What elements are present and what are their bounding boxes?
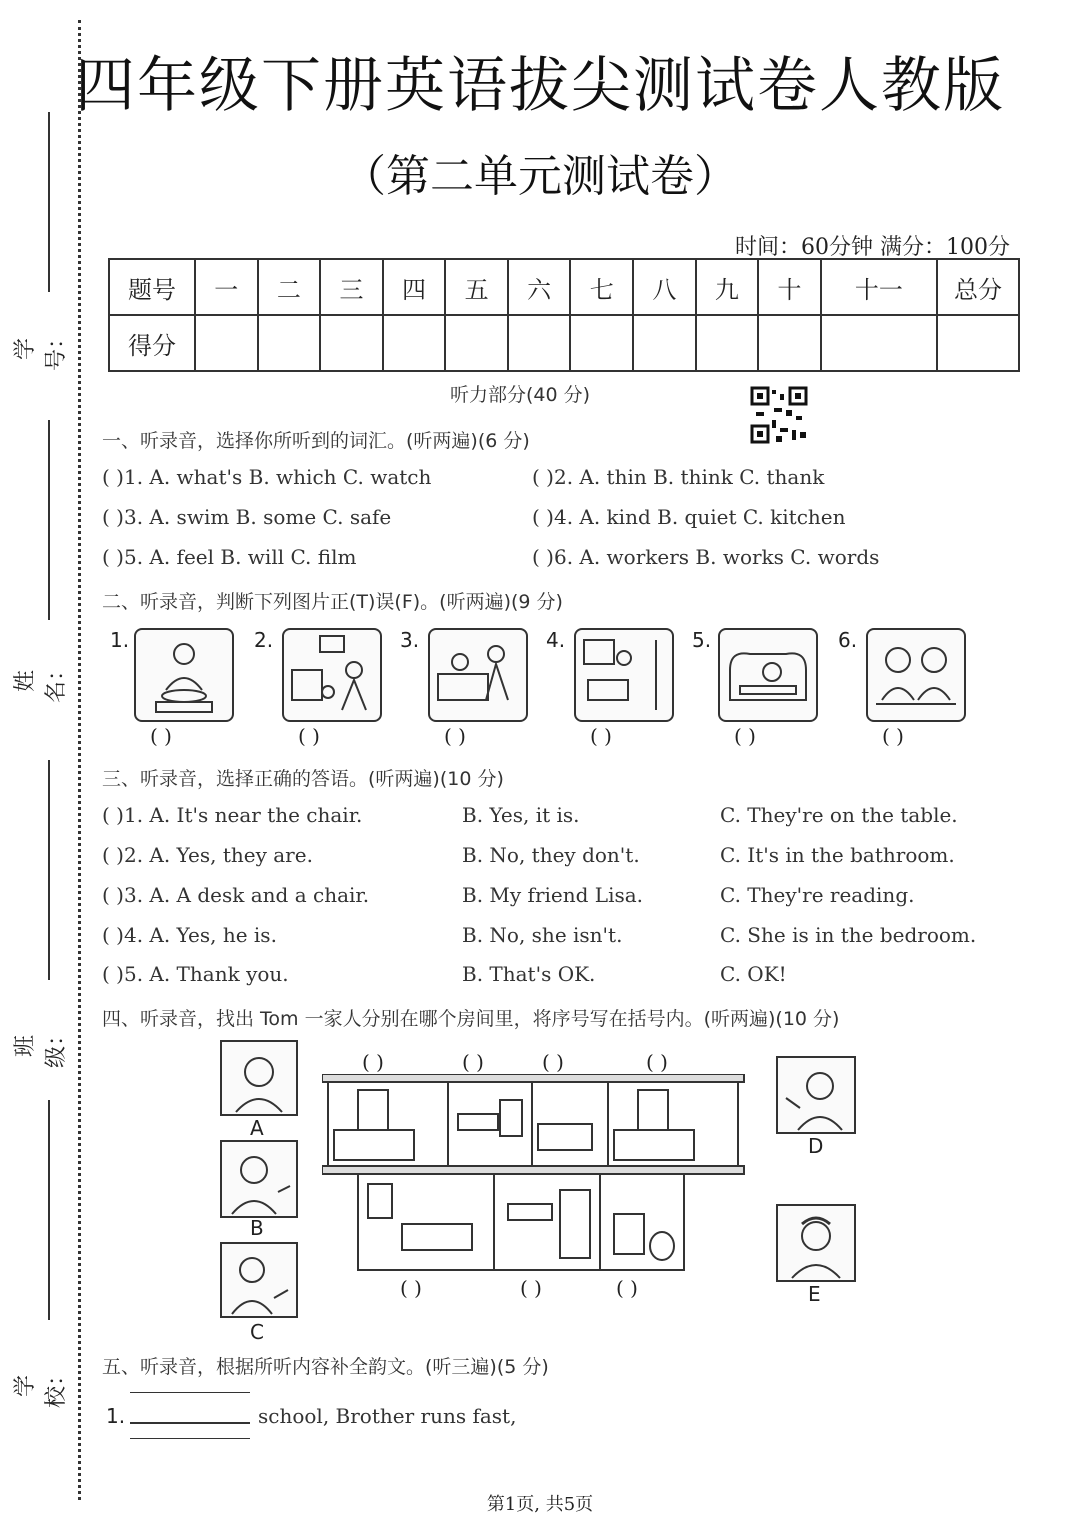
question-number: 1.	[106, 1404, 126, 1428]
section-4-title: 四、听录音，找出 Tom 一家人分别在哪个房间里，将序号写在括号内。(听两遍)(10 分)	[102, 1008, 840, 1030]
portrait-label: A	[250, 1116, 264, 1140]
picture-cooking	[134, 628, 234, 722]
answer-bracket[interactable]: ( )	[520, 1276, 542, 1300]
writing-line	[130, 1438, 250, 1439]
score-input-cell[interactable]	[821, 315, 937, 371]
answer-bracket[interactable]: ( )	[646, 1050, 668, 1074]
question-item: ( )5. A. feel B. will C. film	[102, 545, 357, 569]
option-b: B. No, they don't.	[462, 843, 640, 867]
name-label: 姓名：	[13, 659, 69, 704]
section-1-title: 一、听录音，选择你所听到的词汇。(听两遍)(6 分)	[102, 430, 530, 452]
portrait-boy-a	[220, 1040, 298, 1116]
table-cell: 九	[696, 259, 759, 315]
score-input-cell[interactable]	[696, 315, 759, 371]
score-input-cell[interactable]	[758, 315, 821, 371]
picture-number: 1.	[110, 628, 130, 652]
score-header-row	[109, 259, 1019, 315]
section-3-title: 三、听录音，选择正确的答语。(听两遍)(10 分)	[102, 768, 504, 790]
table-cell: 四	[383, 259, 446, 315]
question-item: ( )3. A. A desk and a chair.	[102, 883, 370, 907]
score-input-cell[interactable]	[508, 315, 571, 371]
page-subtitle: （第二单元测试卷）	[342, 151, 738, 202]
score-input-cell[interactable]	[195, 315, 258, 371]
table-cell: 十	[758, 259, 821, 315]
answer-bracket[interactable]: ( )	[298, 724, 320, 748]
option-b: B. That's OK.	[462, 962, 596, 986]
school-line	[48, 1100, 50, 1320]
answer-bracket[interactable]: ( )	[150, 724, 172, 748]
answer-bracket[interactable]: ( )	[542, 1050, 564, 1074]
question-item: ( )4. A. Yes, he is.	[102, 923, 277, 947]
page-title: 四年级下册英语拔尖测试卷人教版	[75, 51, 1005, 121]
score-input-cell[interactable]	[320, 315, 383, 371]
picture-number: 4.	[546, 628, 566, 652]
time-score-info: 时间：60分钟 满分：100分	[735, 235, 1010, 260]
picture-number: 3.	[400, 628, 420, 652]
table-cell: 得分	[109, 315, 195, 371]
score-input-cell[interactable]	[445, 315, 508, 371]
picture-bedroom-reading	[428, 628, 528, 722]
answer-bracket[interactable]: ( )	[362, 1050, 384, 1074]
answer-bracket[interactable]: ( )	[616, 1276, 638, 1300]
option-c: C. They're reading.	[720, 883, 915, 907]
option-c: C. It's in the bathroom.	[720, 843, 955, 867]
option-c: C. She is in the bedroom.	[720, 923, 977, 947]
class-label: 班级：	[13, 1024, 69, 1069]
section-5-title: 五、听录音，根据所听内容补全韵文。(听三遍)(5 分)	[102, 1356, 549, 1378]
option-c: C. OK!	[720, 962, 787, 986]
question-item: ( )2. A. Yes, they are.	[102, 843, 313, 867]
table-cell: 三	[320, 259, 383, 315]
question-item: ( )1. A. what's B. which C. watch	[102, 465, 432, 489]
option-b: B. No, she isn't.	[462, 923, 623, 947]
portrait-woman-b	[220, 1140, 298, 1218]
qr-code-icon	[750, 386, 808, 444]
answer-bracket[interactable]: ( )	[400, 1276, 422, 1300]
question-item: ( )3. A. swim B. some C. safe	[102, 505, 392, 529]
portrait-label: D	[808, 1134, 824, 1158]
table-cell: 总分	[937, 259, 1019, 315]
student-id-label: 学号：	[13, 327, 69, 372]
picture-number: 5.	[692, 628, 712, 652]
table-cell: 八	[633, 259, 696, 315]
rhyme-text: school, Brother runs fast,	[258, 1404, 517, 1428]
question-item: ( )5. A. Thank you.	[102, 962, 289, 986]
page-footer: 第1页, 共5页	[486, 1494, 594, 1515]
portrait-boy-c	[220, 1242, 298, 1318]
answer-bracket[interactable]: ( )	[590, 724, 612, 748]
table-cell: 一	[195, 259, 258, 315]
class-line	[48, 760, 50, 980]
score-table	[108, 258, 1020, 372]
answer-bracket[interactable]: ( )	[734, 724, 756, 748]
picture-two-boys-writing	[866, 628, 966, 722]
answer-blank[interactable]	[130, 1422, 250, 1424]
name-line	[48, 420, 50, 620]
score-input-cell[interactable]	[258, 315, 321, 371]
option-b: B. My friend Lisa.	[462, 883, 644, 907]
question-item: ( )6. A. workers B. works C. words	[532, 545, 880, 569]
score-input-cell[interactable]	[570, 315, 633, 371]
portrait-label: B	[250, 1216, 264, 1240]
answer-bracket[interactable]: ( )	[462, 1050, 484, 1074]
portrait-grandma-e	[776, 1204, 856, 1282]
table-cell: 题号	[109, 259, 195, 315]
question-item: ( )1. A. It's near the chair.	[102, 803, 363, 827]
picture-number: 6.	[838, 628, 858, 652]
option-c: C. They're on the table.	[720, 803, 958, 827]
picture-messy-room	[282, 628, 382, 722]
answer-bracket[interactable]: ( )	[444, 724, 466, 748]
school-label: 学校：	[13, 1364, 69, 1409]
score-input-cell[interactable]	[937, 315, 1019, 371]
portrait-label: E	[808, 1282, 821, 1306]
picture-number: 2.	[254, 628, 274, 652]
table-cell: 二	[258, 259, 321, 315]
score-input-cell[interactable]	[383, 315, 446, 371]
table-cell: 七	[570, 259, 633, 315]
picture-cat-on-sofa	[718, 628, 818, 722]
listening-heading: 听力部分(40 分)	[450, 384, 591, 406]
portrait-label: C	[250, 1320, 264, 1344]
picture-bathroom-sink	[574, 628, 674, 722]
house-floor-plan	[322, 1074, 746, 1274]
writing-line	[130, 1392, 250, 1393]
answer-bracket[interactable]: ( )	[882, 724, 904, 748]
table-cell: 五	[445, 259, 508, 315]
binding-dashed-line	[78, 20, 81, 1500]
question-item: ( )2. A. thin B. think C. thank	[532, 465, 825, 489]
option-b: B. Yes, it is.	[462, 803, 580, 827]
question-item: ( )4. A. kind B. quiet C. kitchen	[532, 505, 846, 529]
table-cell: 六	[508, 259, 571, 315]
portrait-grandpa-d	[776, 1056, 856, 1134]
score-value-row	[109, 315, 1019, 371]
table-cell: 十一	[821, 259, 937, 315]
section-2-title: 二、听录音，判断下列图片正(T)误(F)。(听两遍)(9 分)	[102, 591, 563, 613]
score-input-cell[interactable]	[633, 315, 696, 371]
